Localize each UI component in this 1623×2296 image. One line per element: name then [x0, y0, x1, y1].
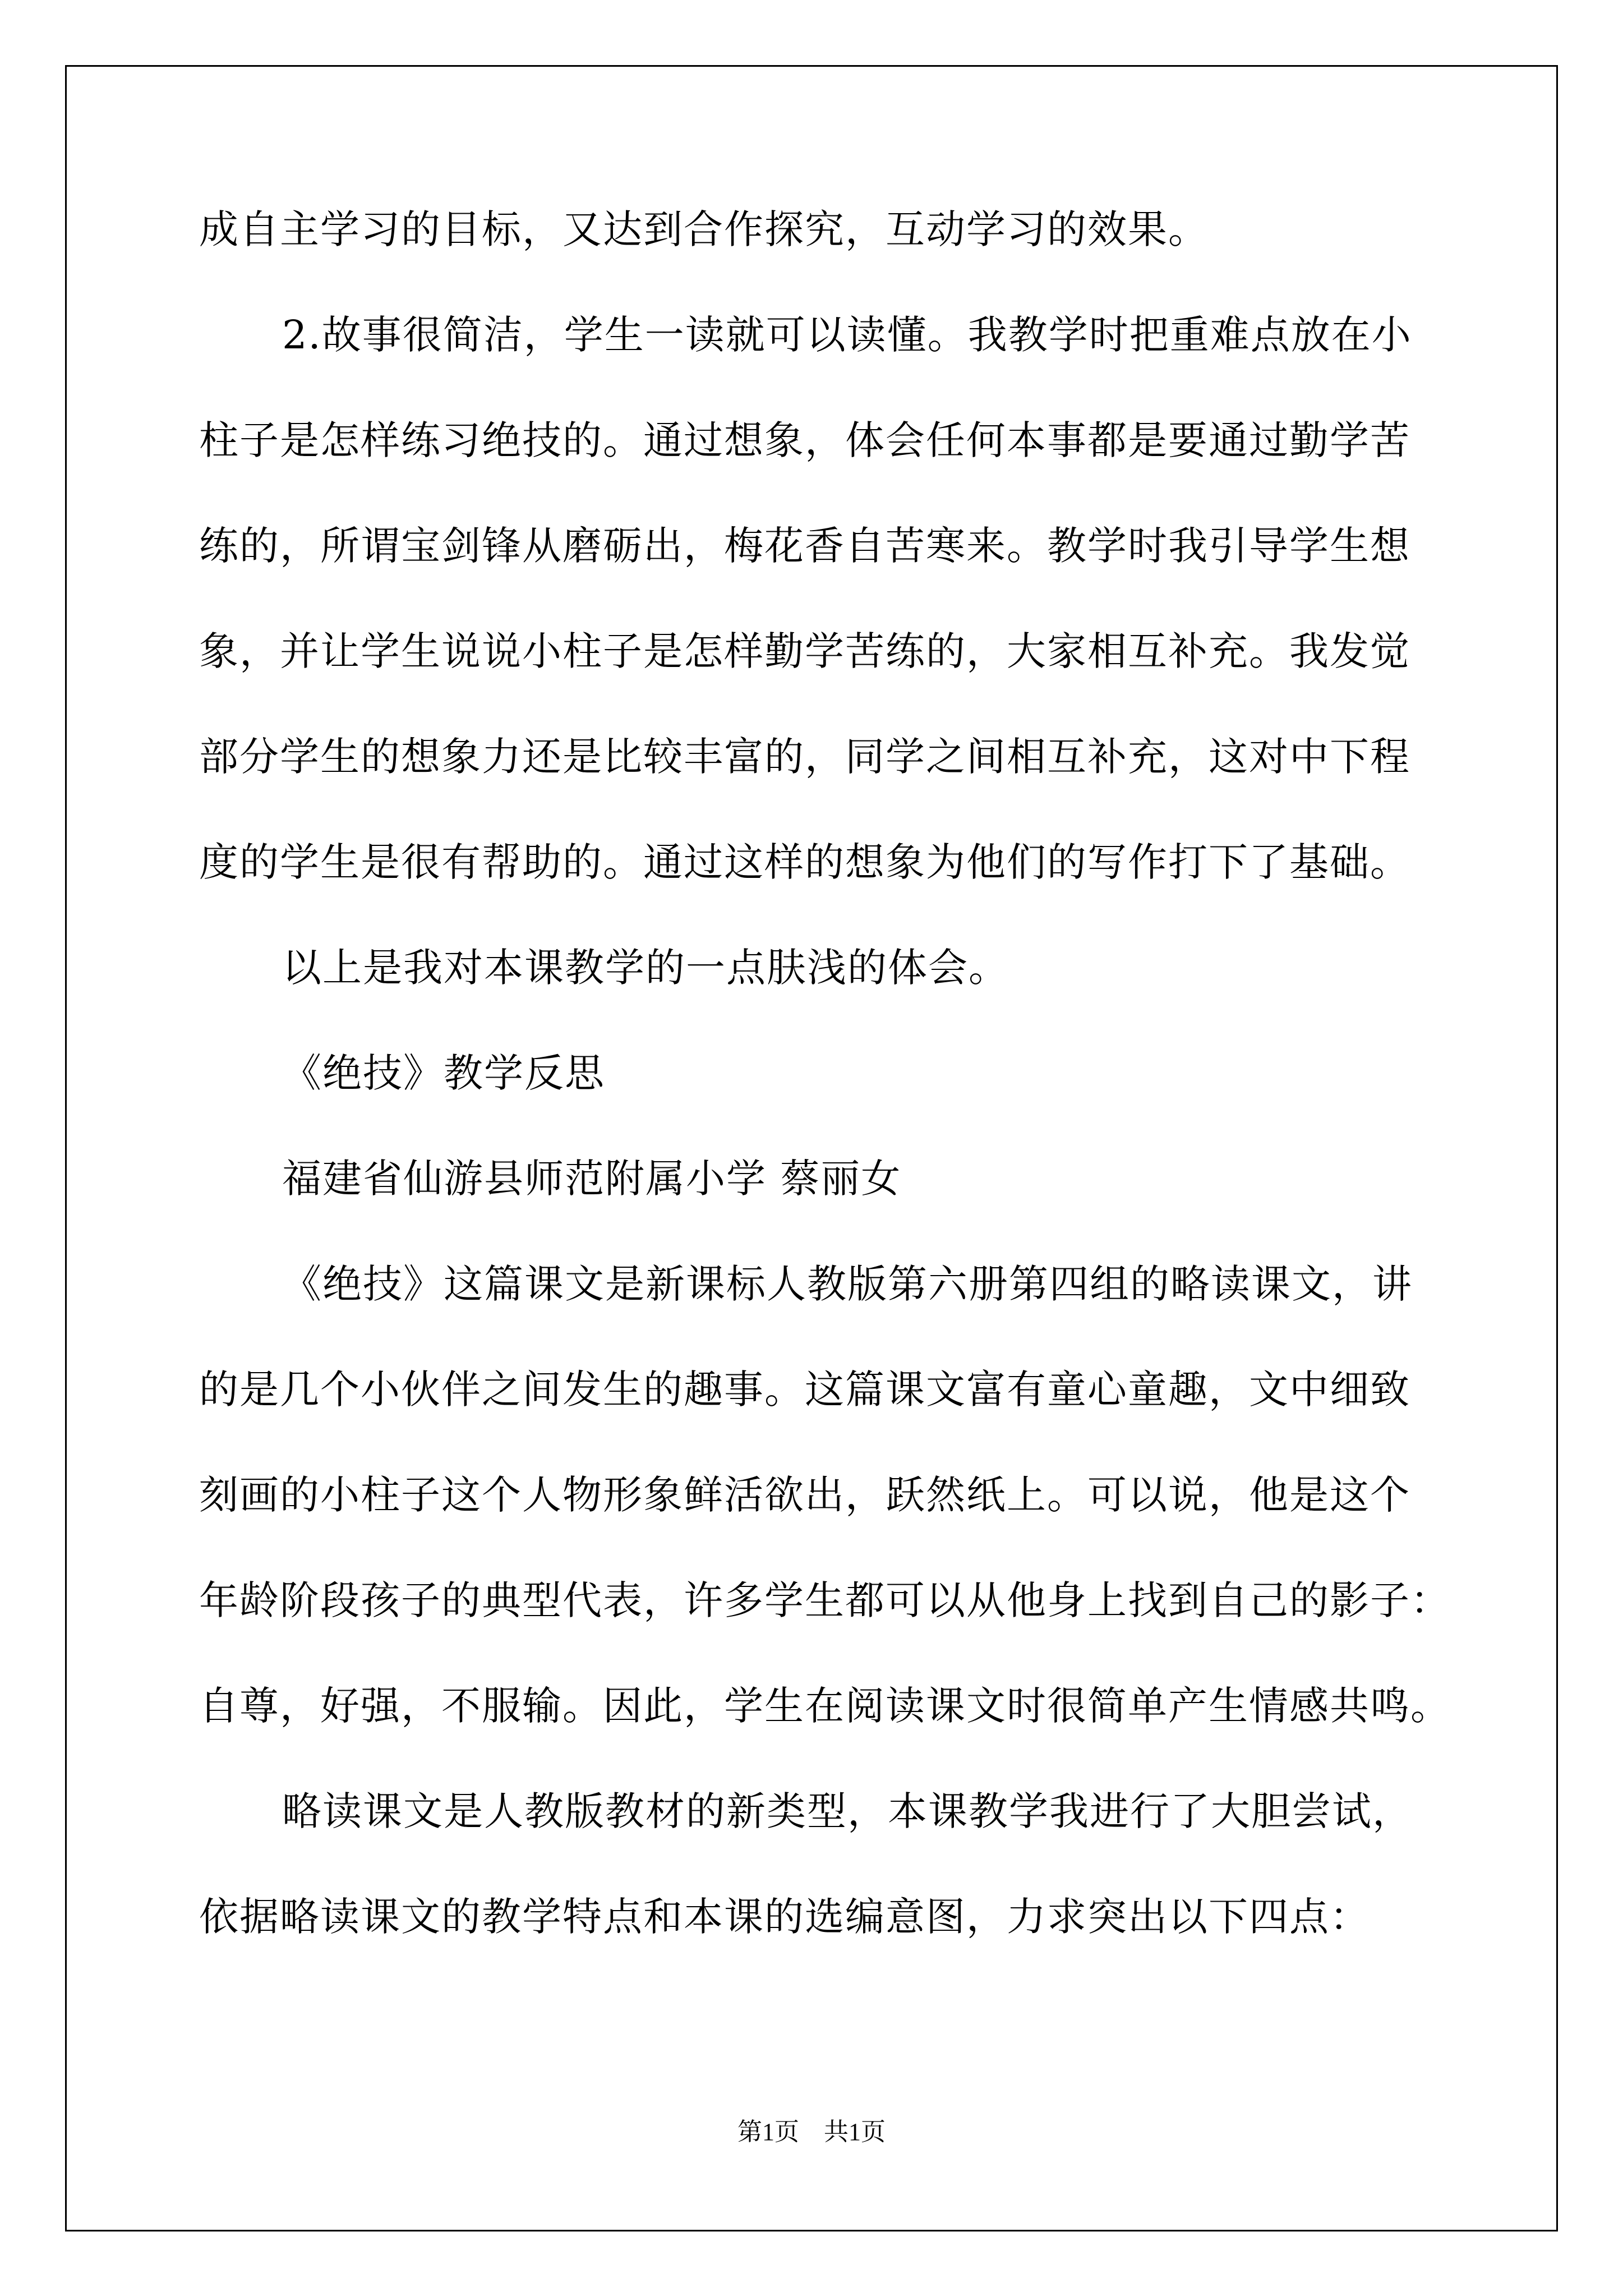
- paragraph-line: 刻画的小柱子这个人物形象鲜活欲出，跃然纸上。可以说，他是这个: [199, 1472, 1410, 1518]
- paragraph-line: 部分学生的想象力还是比较丰富的，同学之间相互补充，这对中下程: [199, 734, 1410, 780]
- paragraph-line: 以上是我对本课教学的一点肤浅的体会。: [282, 945, 1009, 991]
- paragraph-line: 依据略读课文的教学特点和本课的选编意图，力求突出以下四点：: [199, 1894, 1370, 1940]
- paragraph-line: 2.故事很简洁，学生一读就可以读懂。我教学时把重难点放在小: [282, 312, 1412, 358]
- paragraph-line: 练的，所谓宝剑锋从磨砺出，梅花香自苦寒来。教学时我引导学生想: [199, 523, 1410, 569]
- paragraph-line: 年龄阶段孩子的典型代表，许多学生都可以从他身上找到自己的影子：: [199, 1577, 1451, 1623]
- page-number-footer: 第1页 共1页: [737, 2118, 886, 2146]
- paragraph-line: 成自主学习的目标，又达到合作探究，互动学习的效果。: [199, 206, 1209, 252]
- paragraph-line: 《绝技》这篇课文是新课标人教版第六册第四组的略读课文，讲: [282, 1261, 1413, 1307]
- document-body: [199, 206, 1451, 2003]
- paragraph-line: 柱子是怎样练习绝技的。通过想象，体会任何本事都是要通过勤学苦: [199, 417, 1410, 463]
- paragraph-line: 象，并让学生说说小柱子是怎样勤学苦练的，大家相互补充。我发觉: [199, 628, 1410, 674]
- paragraph-line: 略读课文是人教版教材的新类型，本课教学我进行了大胆尝试，: [282, 1788, 1413, 1834]
- paragraph-line: 度的学生是很有帮助的。通过这样的想象为他们的写作打下了基础。: [199, 839, 1410, 885]
- paragraph-line: 自尊，好强，不服输。因此，学生在阅读课文时很简单产生情感共鸣。: [199, 1683, 1451, 1729]
- author-line: 福建省仙游县师范附属小学 蔡丽女: [282, 1156, 902, 1202]
- paragraph-line: 的是几个小伙伴之间发生的趣事。这篇课文富有童心童趣，文中细致: [199, 1366, 1410, 1412]
- section-title: 《绝技》教学反思: [282, 1050, 605, 1096]
